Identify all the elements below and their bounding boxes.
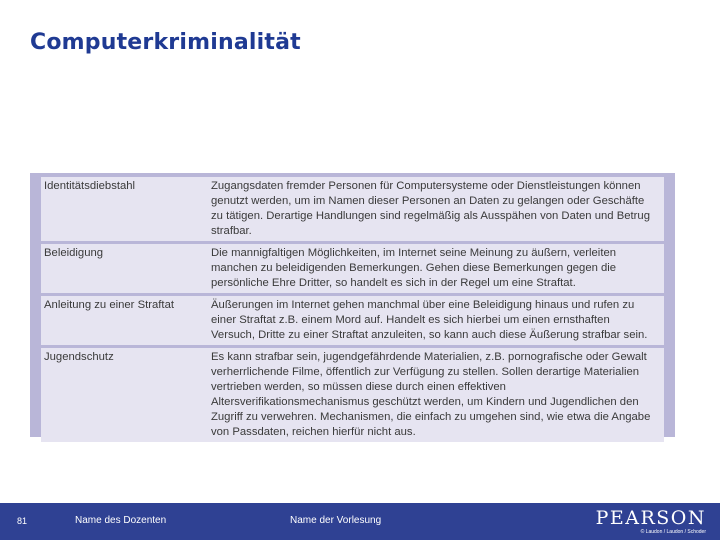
row-term: Anleitung zu einer Straftat (44, 299, 174, 311)
table-row (41, 296, 664, 345)
lecture-name: Name der Vorlesung (290, 515, 382, 526)
slide-title: Computerkriminalität (30, 30, 301, 55)
lecturer-name: Name des Dozenten (75, 515, 167, 526)
row-description: Äußerungen im Internet gehen manchmal über eine Beleidigung hinaus und rufen zu einer Straftat z.B. einem Mord auf. Handelt es sich hierbei um einen ernsthaften Versuch, Dritte zu einer Straftat anzuleiten, so kann auch diese Äußerung strafbar sein. (211, 299, 648, 341)
row-term: Beleidigung (44, 247, 104, 259)
table-row (41, 244, 664, 293)
row-term: Identitätsdiebstahl (44, 180, 136, 192)
row-description: Die mannigfaltigen Möglichkeiten, im Internet seine Meinung zu äußern, verleiten manchen zu beleidigenden Bemerkungen. Gehen diese Bemerkungen gegen die persönliche Ehre Dritter, so handelt es sich in der Regel um eine Straftat. (211, 247, 617, 289)
table-row (41, 348, 664, 442)
logo-copyright: © Laudon / Laudon / Schoder (640, 529, 706, 535)
row-term: Jugendschutz (44, 351, 114, 363)
row-description: Es kann strafbar sein, jugendgefährdende Materialien, z.B. pornografische oder Gewalt verherrlichende Filme, öffentlich zur Verfügung zu stellen. Sollen derartige Materialien vertrieben werden, so müssen diese durch einen effektiven Altersverifikationsmechanismus geschützt werden, um Kindern und Jugendlichen den Zugriff zu verwehren. Mechanismen, die einfach zu umgehen sind, wie etwa die Angabe von Passdaten, reichen hierfür nicht aus. (211, 351, 651, 438)
crime-types-table (30, 173, 675, 437)
page-number: 81 (17, 516, 28, 526)
pearson-logo (596, 508, 706, 536)
table-row (41, 177, 664, 241)
logo-wordmark: PEARSON (595, 507, 706, 529)
row-description: Zugangsdaten fremder Personen für Computersysteme oder Dienstleistungen können genutzt werden, um im Namen dieser Personen an Daten zu gelangen oder Geschäfte zu tätigen. Derartige Handlungen sind regelmäßig als Ausspähen von Daten und Betrug strafbar. (211, 180, 650, 237)
footer-bar (0, 503, 720, 540)
